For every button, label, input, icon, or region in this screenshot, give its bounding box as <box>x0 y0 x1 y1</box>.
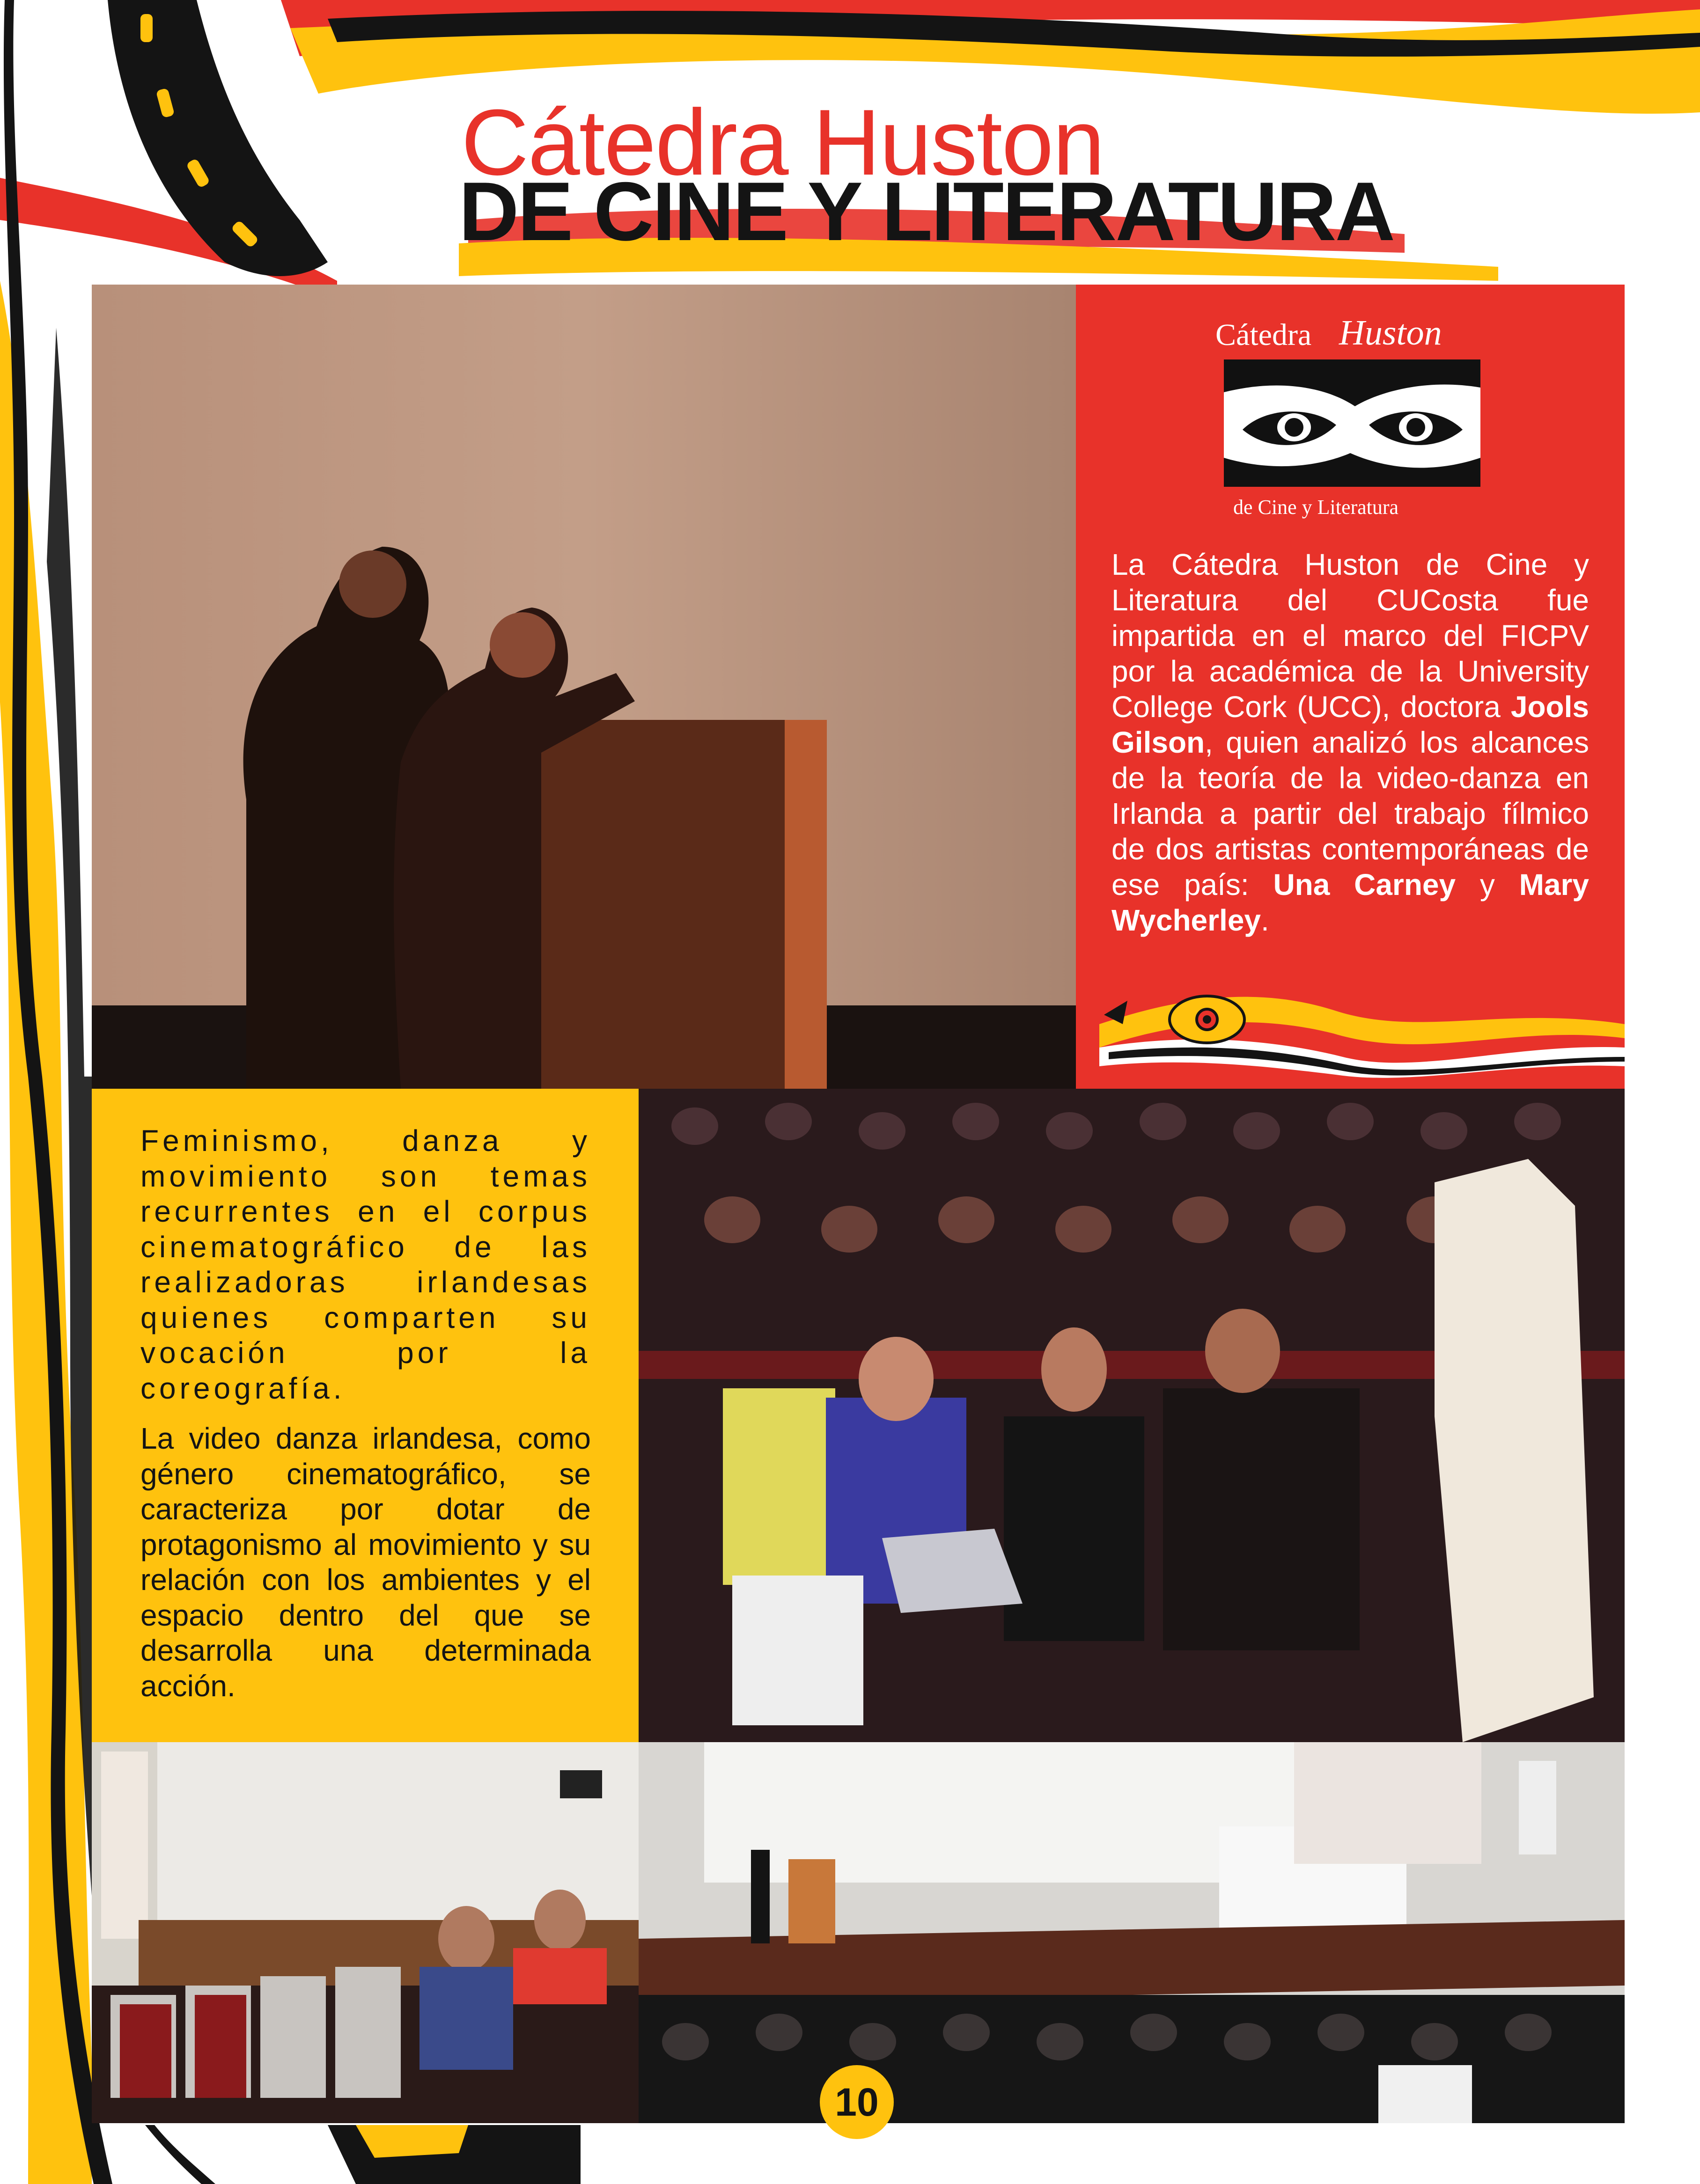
eyes-logo-icon <box>1224 359 1480 487</box>
logo-word: Cátedra <box>1215 318 1312 352</box>
photo-presenters-podium <box>92 285 1076 1089</box>
title-line-2: DE CINE Y LITERATURA <box>459 165 1394 258</box>
worm-illustration <box>1090 968 1625 1085</box>
title-line-1: Cátedra Huston <box>461 90 1104 195</box>
quote-paragraph-1: Feminismo, danza y movimiento son temas recurrentes en el corpus cinematográfico de las realizadoras irlandesas quienes comparten su vocación por la coreografía. <box>140 1124 591 1405</box>
info-panel <box>1076 285 1625 1089</box>
info-text-segment: La Cátedra Huston de Cine y Literatura del CUCosta fue impartida en el marco del FICPV por la académica de la University College Cork (UCC), doctora <box>1111 548 1589 724</box>
bottom-yellow-shape <box>356 2125 468 2158</box>
info-text-bold: Mary Wycherley <box>1111 868 1589 937</box>
bottom-left-curve <box>145 2125 215 2184</box>
page-number: 10 <box>820 2065 894 2139</box>
info-text-bold: Una Carney <box>1273 868 1456 901</box>
logo-subtitle: de Cine y Literatura <box>1233 496 1399 519</box>
info-text-segment: . <box>1261 903 1269 937</box>
photo-stage-wide <box>639 1742 1625 2123</box>
photo-audience <box>639 1089 1625 1742</box>
quote-panel <box>92 1089 639 1742</box>
film-hole <box>140 14 153 42</box>
photo-auditorium-side <box>92 1742 639 2123</box>
info-text-segment: , quien analizó los alcances de la teoría de la video-danza en Irlanda a partir del trabajo fílmico de dos artistas contemporáneas de ese país: <box>1111 726 1589 901</box>
quote-paragraph-2: La video danza irlandesa, como género cinematográfico, se caracteriza por dotar de protagonismo al movimiento y su relación con los ambientes y el espacio dentro del que se desarrolla una determinada acción. <box>140 1422 591 1703</box>
logo-script: Huston <box>1339 313 1442 352</box>
info-text-segment: y <box>1456 868 1519 901</box>
info-text-bold: Jools Gilson <box>1111 690 1589 759</box>
info-paragraph <box>1111 547 1589 938</box>
